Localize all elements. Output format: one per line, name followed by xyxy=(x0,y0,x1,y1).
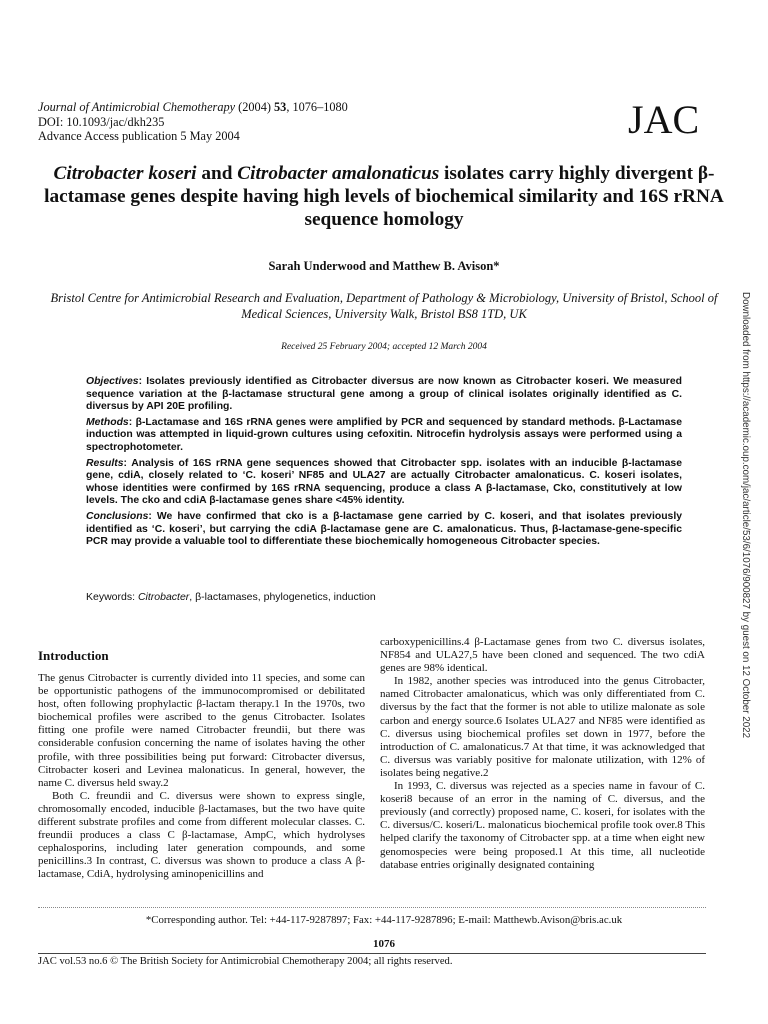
footnote-divider xyxy=(38,907,706,908)
objectives-text: Isolates previously identified as Citrobacter diversus are now known as Citrobacter koseri. We measured sequence variation at the β-lactamase structural gene among a group of clinical isolates originally identified as C. diversus by API 20E profiling. xyxy=(86,376,682,413)
results-text: Analysis of 16S rRNA gene sequences showed that Citrobacter spp. isolates with an inducible β-lactamase gene, cdiA, closely related to ‘C. koseri’ NF85 and ULA27 are actually Citrobacter amalonaticus. C. koseri isolates, whose identities were confirmed by 16S rRNA sequencing, produce a class A β-lactamase, Cko, constitutively at low levels. The cko and cdiA β-lactamase genes share <45% identity. xyxy=(86,457,682,507)
keyword-citrobacter: Citrobacter xyxy=(137,591,190,603)
abstract xyxy=(86,376,682,552)
title-conj: and xyxy=(196,163,238,184)
journal-header xyxy=(38,100,348,144)
advance-access: Advance Access publication 5 May 2004 xyxy=(38,129,240,143)
abstract-methods: Methods: β-Lactamase and 16S rRNA genes were amplified by PCR and sequenced by standard methods. β-Lactamase induction was attempted in liquid-grown cultures using cefoxitin. Nitrocefin hydrolysis assays were performed using a spectrophotometer. xyxy=(86,416,682,453)
doi[interactable]: DOI: 10.1093/jac/dkh235 xyxy=(38,114,165,129)
authors: Sarah Underwood and Matthew B. Avison* xyxy=(268,259,500,273)
abstract-results: Results: Analysis of 16S rRNA gene sequences showed that Citrobacter spp. isolates with an inducible β-lactamase gene, cdiA, closely related to ‘C. koseri’ NF85 and ULA27 are actually Citrobacter amalonaticus. C. koseri isolates, whose identities were confirmed by 16S rRNA sequencing, produce a class A β-lactamase, Cko, constitutively at low levels. The cko and cdiA β-lactamase genes share <45% identity. xyxy=(86,457,682,507)
conclusions-text: We have confirmed that cko is a β-lactamase gene carried by C. koseri, and that isolates previously identified as ‘C. koseri’, but carrying the cdiA β-lactamase gene are C. amalonaticus. Thus, β-lactamase-gene-specific PCR may provide a valuable tool to differentiate these biochemically homogeneous Citrobacter species. xyxy=(86,510,682,548)
section-heading-introduction: Introduction xyxy=(38,648,109,663)
right-paragraph-3: In 1993, C. diversus was rejected as a species name in favour of C. koseri8 because of an error in the naming of C. diversus, and the previously (and correctly) proposed name, C. koseri, for isolates with the C. diversus/C. koseri/L. malonaticus biochemical profile took over.8 This helped clarify the taxonomy of Citrobacter spp. at a time when eight new genomospecies were being proposed.1 At this time, all nucleotide database entries originally designated containing xyxy=(380,780,705,871)
left-column xyxy=(38,672,365,882)
left-paragraph-1: The genus Citrobacter is currently divided into 11 species, and some can be opportunistic pathogens of the immunocompromised or debilitated host, often following prophylactic β-lactam therapy.1 In the 1970s, two biochemical profiles were ascribed to the genus Citrobacter. Isolates fitting one profile were named Citrobacter freundii, but there was considerable confusion concerning the name of isolates having the other profile, with three possibilities being put forward: Citrobacter diversus, Citrobacter koseri and Levinea malonaticus. In general, however, the name C. diversus held sway.2 xyxy=(38,672,365,789)
methods-label: Methods xyxy=(86,416,129,428)
title-rest: isolates carry highly divergent β-lactamase genes despite having high levels of biochemical similarity and 16S rRNA sequence homology xyxy=(44,163,724,230)
conclusions-label: Conclusions xyxy=(86,510,149,522)
affiliation: Bristol Centre for Antimicrobial Research and Evaluation, Department of Pathology & Microbiology, University of Bristol, School of Medical Sciences, University Walk, Bristol BS8 1TD, UK xyxy=(50,291,718,321)
right-column xyxy=(380,636,705,872)
abstract-objectives: Objectives: Isolates previously identified as Citrobacter diversus are now known as Citrobacter koseri. We measured sequence variation at the β-lactamase structural gene among a group of clinical isolates originally identified as C. diversus by API 20E profiling. xyxy=(86,376,682,413)
article-title xyxy=(20,162,748,231)
keywords xyxy=(86,591,376,603)
left-paragraph-2: Both C. freundii and C. diversus were shown to express single, chromosomally encoded, inducible β-lactamases, but the two have quite different substrate profiles and come from different molecular classes. C. freundii produces a class C β-lactamase, AmpC, which hydrolyses cephalosporins, including later generation compounds, and some penicillins.3 In contrast, C. diversus was shown to produce a class A β-lactamase, CdiA, hydrolysing aminopenicillins and xyxy=(38,789,365,881)
title-species-2: Citrobacter amalonaticus xyxy=(237,163,440,184)
download-note: Downloaded from https://academic.oup.com/jac/article/53/6/1076/900827 by guest on 12 October 2022 xyxy=(740,292,751,739)
title-species-1: Citrobacter koseri xyxy=(53,163,197,184)
right-paragraph-2: In 1982, another species was introduced into the genus Citrobacter, named Citrobacter amalonaticus, which was only differentiated from C. diversus by the fact that the former is not able to utilize malonate as sole carbon and energy source.6 Isolates ULA27 and NF85 were identified as C. diversus using biochemical profiles set down in 1977, before the introduction of C. amalonaticus.7 At that time, it was acknowledged that C. diversus was variably positive for malonate utilization, with 12% of isolates being negative.2 xyxy=(380,675,705,779)
methods-text: β-Lactamase and 16S rRNA genes were amplified by PCR and sequenced by standard methods. β-Lactamase induction was attempted in liquid-grown cultures using cefoxitin. Nitrocefin hydrolysis assays were performed using a spectrophotometer. xyxy=(86,416,682,453)
pages: , 1076–1080 xyxy=(286,100,348,114)
keywords-rest: , β-lactamases, phylogenetics, induction xyxy=(189,591,376,603)
journal-name: Journal of Antimicrobial Chemotherapy xyxy=(38,100,236,114)
abstract-conclusions: Conclusions: We have confirmed that cko is a β-lactamase gene carried by C. koseri, and that isolates previously identified as ‘C. koseri’, but carrying the cdiA β-lactamase gene are C. amalonaticus. Thus, β-lactamase-gene-specific PCR may provide a valuable tool to differentiate these biochemically homogeneous Citrobacter species. xyxy=(86,510,682,548)
corresponding-author: *Corresponding author. Tel: +44-117-9287897; Fax: +44-117-9287896; E-mail: Matthewb.Avison@bris.ac.uk xyxy=(145,914,623,926)
keywords-label: Keywords: xyxy=(86,591,138,603)
objectives-label: Objectives xyxy=(86,376,139,387)
citation-line xyxy=(38,100,348,115)
copyright-footer: JAC vol.53 no.6 © The British Society for Antimicrobial Chemotherapy 2004; all rights reserved. xyxy=(38,956,453,967)
download-watermark xyxy=(739,292,751,762)
page-rule xyxy=(38,953,706,954)
page-number: 1076 xyxy=(373,938,395,950)
volume: 53 xyxy=(274,100,287,114)
received-dates: Received 25 February 2004; accepted 12 March 2004 xyxy=(281,342,487,352)
jac-logo: JAC xyxy=(628,97,700,142)
right-paragraph-1: carboxypenicillins.4 β-Lactamase genes from two C. diversus isolates, NF854 and ULA27,5 have been cloned and sequenced. The two cdiA genes are 98% identical. xyxy=(380,636,705,675)
citation-year: (2004) xyxy=(238,100,271,114)
results-label: Results xyxy=(86,457,124,469)
